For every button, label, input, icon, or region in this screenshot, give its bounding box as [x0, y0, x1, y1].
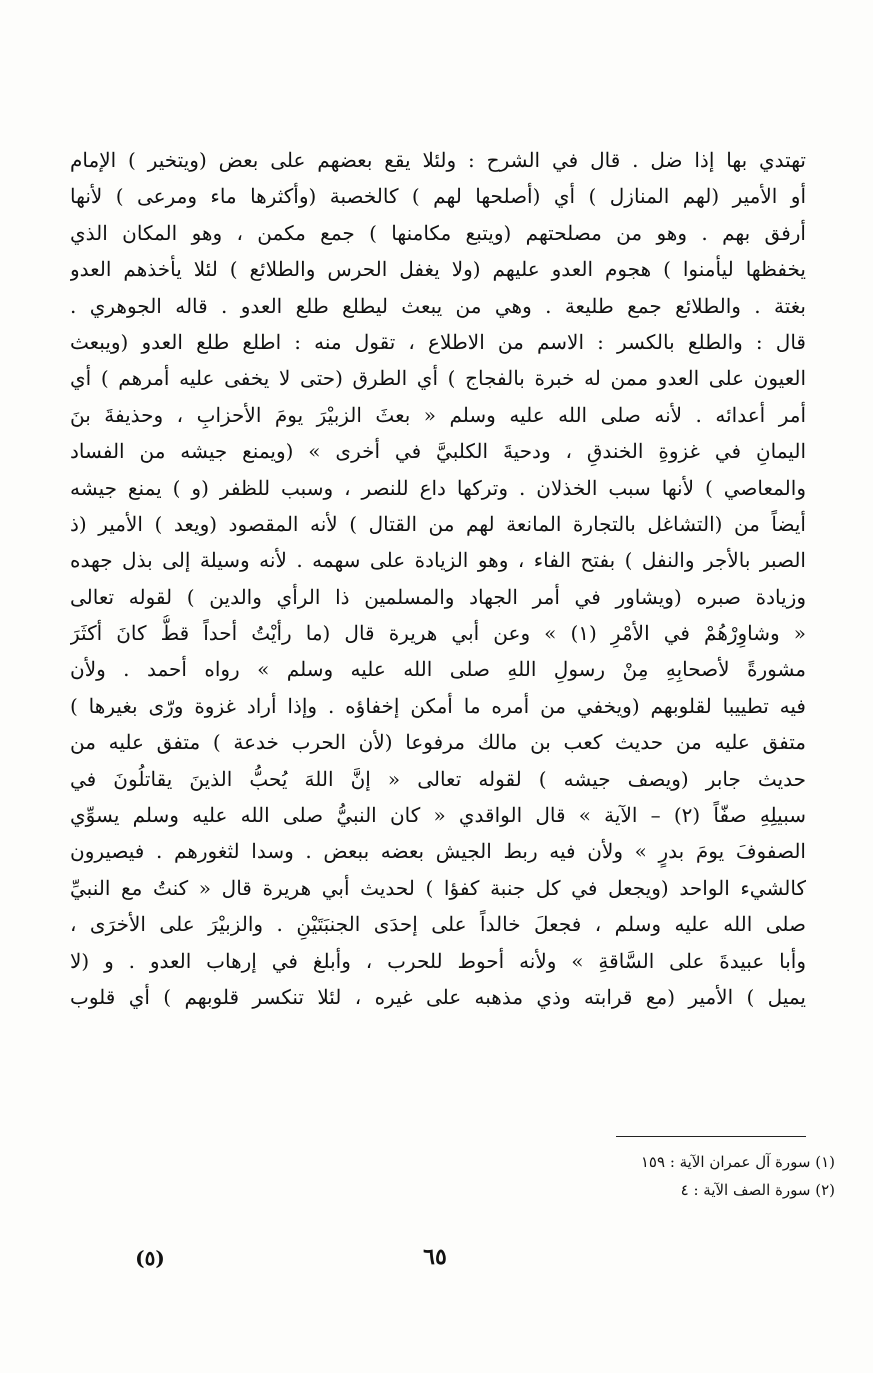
text-line: مشورةً لأصحابِهِ مِنْ رسولِ اللهِ صلى الله عليه وسلم » رواه أحمد . ولأن: [70, 657, 806, 682]
text-line: حديث جابر (ويصف جيشه ) لقوله تعالى « إنَّ اللهَ يُحبُّ الذينَ يقاتلُونَ في: [70, 766, 806, 791]
text-line: قال : والطلع بالكسر : الاسم من الاطلاع ، تقول منه : اطلع طلع العدو (ويبعث: [70, 329, 806, 354]
text-line: كالشيء الواحد (ويجعل في كل جنبة كفؤا ) لحديث أبي هريرة قال « كنتُ مع النبيِّ: [70, 875, 806, 900]
text-line: « وشاوِرْهُمْ في الأمْرِ (١) » وعن أبي هريرة قال (ما رأيْتُ أحداً قطُّ كانَ أكثَرَ: [70, 621, 806, 646]
text-line: وأبا عبيدةَ على السَّاقةِ » ولأنه أحوط للحرب ، وأبلغ في إرهاب العدو . و (لا: [70, 948, 806, 973]
footnote: (١) سورة آل عمران الآية : ١٥٩: [640, 1153, 835, 1171]
text-line: متفق عليه من حديث كعب بن مالك مرفوعا (لأن الحرب خدعة ) متفق عليه من: [70, 730, 806, 755]
text-line: يميل ) الأمير (مع قرابته وذي مذهبه على غيره ، لئلا تنكسر قلوبهم ) أي قلوب: [70, 984, 806, 1009]
signature-mark: (٥): [135, 1246, 165, 1270]
text-line: أرفق بهم . وهو من مصلحتهم (ويتبع مكامنها ) جمع مكمن ، وهو المكان الذي: [70, 220, 806, 245]
text-line: بغتة . والطلائع جمع طليعة . وهي من يبعث ليطلع طلع العدو . قاله الجوهري .: [70, 293, 806, 318]
text-line: أمر أعدائه . لأنه صلى الله عليه وسلم « بعثَ الزبيْرَ يومَ الأحزابِ ، وحذيفةَ بنَ: [70, 402, 806, 427]
text-line: وزيادة صبره (ويشاور في أمر الجهاد والمسلمين ذا الرأي والدين ) لقوله تعالى: [70, 584, 806, 609]
text-line: صلى الله عليه وسلم ، فجعلَ خالداً على إحدَى الجنبَتَيْنِ . والزبيْرَ على الأخرَى ،: [70, 912, 806, 937]
text-line: الصفوفَ يومَ بدرٍ » ولأن فيه ربط الجيش بعضه ببعض . وسدا لثغورهم . فيصيرون: [70, 839, 806, 864]
text-line: الصبر بالأجر والنفل ) بفتح الفاء ، وهو الزيادة على سهمه . لأنه وسيلة إلى بذل جهده: [70, 548, 806, 573]
text-line: أو الأمير (لهم المنازل ) أي (أصلحها لهم ) كالخصبة (وأكثرها ماء ومرعى ) لأنها: [70, 184, 806, 209]
text-line: فيه تطييبا لقلوبهم (ويخفي من أمره ما أمكن إخفاؤه . وإذا أراد غزوة ورّى بغيرها ): [70, 693, 806, 718]
text-line: يخفظها ليأمنوا ) هجوم العدو عليهم (ولا يغفل الحرس والطلائع ) لئلا يأخذهم العدو: [70, 257, 806, 282]
body-text: [70, 142, 806, 1015]
text-line: العيون على العدو ممن له خبرة بالفجاج ) أي الطرق (حتى لا يخفى عليه أمرهم ) أي: [70, 366, 806, 391]
text-line: اليمانِ في غزوةِ الخندقِ ، ودحيةَ الكلبيَّ في أخرى » (ويمنع جيشه من الفساد: [70, 439, 806, 464]
text-line: سبيلِهِ صفّاً (٢) – الآية » قال الواقدي « كان النبيُّ صلى الله عليه وسلم يسوِّي: [70, 803, 806, 828]
text-line: أيضاً من (التشاغل بالتجارة المانعة لهم من القتال ) لأنه المقصود (ويعد ) الأمير (ذ: [70, 511, 806, 536]
text-line: تهتدي بها إذا ضل . قال في الشرح : ولئلا يقع بعضهم على بعض (ويتخير ) الإمام: [70, 148, 806, 172]
text-line: والمعاصي ) لأنها سبب الخذلان . وتركها داع للنصر ، وسبب للظفر (و ) يمنع جيشه: [70, 475, 806, 500]
footnote: (٢) سورة الصف الآية : ٤: [680, 1181, 835, 1199]
footnote-divider: [616, 1136, 806, 1137]
footnotes: [400, 1148, 835, 1204]
page-number: ٦٥: [423, 1244, 447, 1270]
